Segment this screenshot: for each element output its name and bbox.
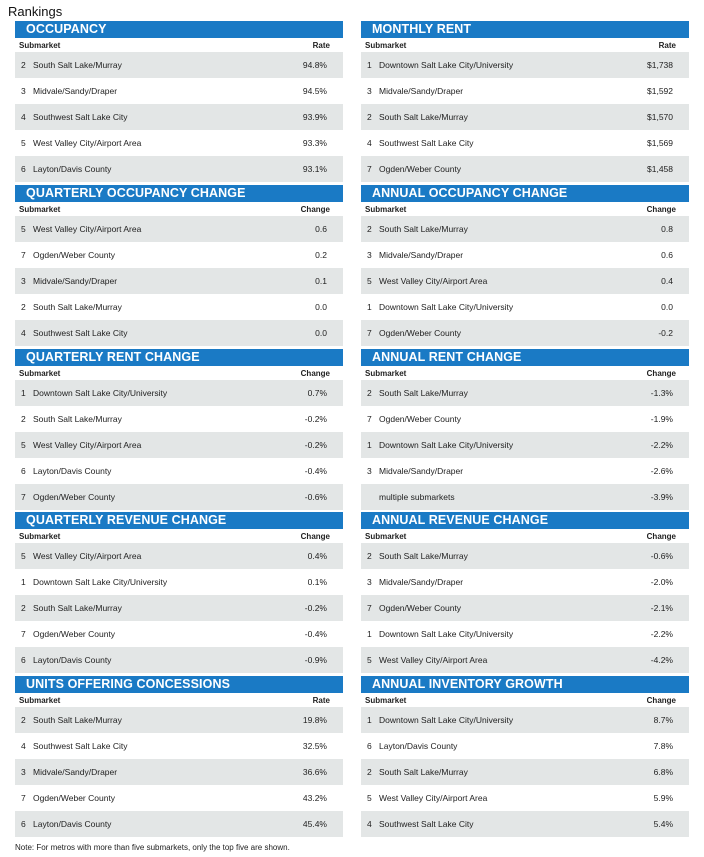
metric-value: 0.0 [315, 302, 327, 312]
rank-number: 1 [367, 302, 372, 312]
metric-value: 36.6% [302, 767, 327, 777]
table-row [361, 569, 689, 595]
panel-title: QUARTERLY OCCUPANCY CHANGE [15, 185, 343, 202]
metric-value: 6.8% [653, 767, 673, 777]
rank-number: 7 [21, 492, 26, 502]
rank-number: 1 [367, 440, 372, 450]
metric-value: -2.6% [650, 466, 673, 476]
metric-value: 32.5% [302, 741, 327, 751]
rank-number: 5 [21, 224, 26, 234]
metric-value: -0.6% [650, 551, 673, 561]
rank-number: 5 [367, 793, 372, 803]
submarket-name: West Valley City/Airport Area [33, 440, 142, 450]
rank-number: 2 [21, 302, 26, 312]
metric-value: $1,569 [647, 138, 673, 148]
table-row [361, 595, 689, 621]
column-header-row [361, 366, 689, 380]
rank-number: 3 [367, 577, 372, 587]
metric-value: -0.2% [304, 440, 327, 450]
rank-number: 4 [21, 741, 26, 751]
submarket-name: Southwest Salt Lake City [33, 328, 128, 338]
rank-number: 5 [21, 138, 26, 148]
annual-occupancy-change-panel [361, 185, 689, 346]
rank-number: 2 [367, 551, 372, 561]
metric-value: 7.8% [653, 741, 673, 751]
footnote: Note: For metros with more than five submarkets, only the top five are shown. [15, 843, 290, 852]
submarket-name: Downtown Salt Lake City/University [379, 715, 514, 725]
column-header-row [15, 38, 343, 52]
submarket-name: Layton/Davis County [33, 655, 112, 665]
page-title: Rankings [8, 4, 63, 19]
metric-value: 94.5% [302, 86, 327, 96]
rank-number: 2 [21, 60, 26, 70]
column-header-value: Change [300, 369, 330, 378]
metric-value: -0.9% [304, 655, 327, 665]
submarket-name: West Valley City/Airport Area [33, 224, 142, 234]
submarket-name: South Salt Lake/Murray [33, 302, 122, 312]
panel-title: OCCUPANCY [15, 21, 343, 38]
submarket-name: South Salt Lake/Murray [379, 112, 468, 122]
submarket-name: West Valley City/Airport Area [379, 276, 488, 286]
table-row [15, 52, 343, 78]
panel-title: MONTHLY RENT [361, 21, 689, 38]
table-row [361, 78, 689, 104]
panel-title: QUARTERLY RENT CHANGE [15, 349, 343, 366]
column-header-row [15, 529, 343, 543]
table-row [361, 268, 689, 294]
table-row [361, 543, 689, 569]
table-row [15, 484, 343, 510]
submarket-name: Southwest Salt Lake City [379, 819, 474, 829]
rank-number: 7 [367, 603, 372, 613]
column-header-row [361, 202, 689, 216]
monthly-rent-panel [361, 21, 689, 182]
rank-number: 2 [21, 414, 26, 424]
table-row [361, 484, 689, 510]
table-row [15, 707, 343, 733]
table-row [15, 595, 343, 621]
submarket-name: Ogden/Weber County [379, 164, 462, 174]
submarket-name: South Salt Lake/Murray [33, 60, 122, 70]
rank-number: 7 [367, 414, 372, 424]
annual-inventory-growth-panel [361, 676, 689, 837]
metric-value: 0.8 [661, 224, 673, 234]
submarket-name: multiple submarkets [379, 492, 455, 502]
panel-title: ANNUAL OCCUPANCY CHANGE [361, 185, 689, 202]
rank-number: 1 [367, 715, 372, 725]
table-row [15, 733, 343, 759]
column-header-value: Rate [312, 41, 330, 50]
submarket-name: South Salt Lake/Murray [379, 551, 468, 561]
table-row [361, 621, 689, 647]
units-offering-concessions-panel [15, 676, 343, 837]
column-header-value: Rate [658, 41, 676, 50]
column-header-submarket: Submarket [365, 41, 407, 50]
metric-value: 94.8% [302, 60, 327, 70]
table-row [361, 216, 689, 242]
rank-number: 3 [21, 276, 26, 286]
table-row [15, 543, 343, 569]
rank-number: 6 [367, 741, 372, 751]
submarket-name: Layton/Davis County [379, 741, 458, 751]
submarket-name: West Valley City/Airport Area [379, 793, 488, 803]
submarket-name: Ogden/Weber County [379, 328, 462, 338]
submarket-name: Ogden/Weber County [33, 250, 116, 260]
column-header-submarket: Submarket [365, 696, 407, 705]
submarket-name: Downtown Salt Lake City/University [33, 577, 168, 587]
table-row [361, 242, 689, 268]
table-row [15, 320, 343, 346]
column-header-row [15, 366, 343, 380]
metric-value: 0.6 [315, 224, 327, 234]
submarket-name: South Salt Lake/Murray [379, 388, 468, 398]
submarket-name: South Salt Lake/Murray [33, 603, 122, 613]
metric-value: 93.1% [302, 164, 327, 174]
metric-value: 0.0 [661, 302, 673, 312]
column-header-submarket: Submarket [365, 532, 407, 541]
column-header-value: Change [300, 205, 330, 214]
table-row [361, 294, 689, 320]
submarket-name: South Salt Lake/Murray [33, 715, 122, 725]
column-header-submarket: Submarket [19, 369, 61, 378]
rank-number: 3 [367, 466, 372, 476]
rank-number: 3 [367, 86, 372, 96]
table-row [15, 432, 343, 458]
metric-value: $1,570 [647, 112, 673, 122]
rank-number: 7 [21, 250, 26, 260]
rank-number: 3 [21, 767, 26, 777]
metric-value: -0.2% [304, 603, 327, 613]
submarket-name: South Salt Lake/Murray [379, 767, 468, 777]
table-row [15, 380, 343, 406]
rank-number: 7 [367, 164, 372, 174]
table-row [15, 156, 343, 182]
column-header-value: Change [646, 696, 676, 705]
rank-number: 5 [367, 276, 372, 286]
submarket-name: West Valley City/Airport Area [33, 138, 142, 148]
metric-value: 0.1% [307, 577, 327, 587]
metric-value: 0.1 [315, 276, 327, 286]
metric-value: 8.7% [653, 715, 673, 725]
rank-number: 5 [21, 551, 26, 561]
metric-value: -1.9% [650, 414, 673, 424]
rank-number: 2 [367, 224, 372, 234]
column-header-submarket: Submarket [365, 369, 407, 378]
rank-number: 7 [367, 328, 372, 338]
table-row [15, 569, 343, 595]
metric-value: 93.3% [302, 138, 327, 148]
submarket-name: Ogden/Weber County [33, 492, 116, 502]
quarterly-revenue-change-panel [15, 512, 343, 673]
submarket-name: Midvale/Sandy/Draper [379, 466, 464, 476]
column-header-value: Change [646, 532, 676, 541]
rank-number: 5 [367, 655, 372, 665]
metric-value: -1.3% [650, 388, 673, 398]
panel-title: ANNUAL INVENTORY GROWTH [361, 676, 689, 693]
submarket-name: Ogden/Weber County [33, 793, 116, 803]
metric-value: -3.9% [650, 492, 673, 502]
annual-revenue-change-panel [361, 512, 689, 673]
metric-value: $1,458 [647, 164, 673, 174]
table-row [15, 216, 343, 242]
submarket-name: South Salt Lake/Murray [379, 224, 468, 234]
table-row [15, 242, 343, 268]
submarket-name: Layton/Davis County [33, 466, 112, 476]
submarket-name: Midvale/Sandy/Draper [33, 767, 118, 777]
submarket-name: Downtown Salt Lake City/University [33, 388, 168, 398]
column-header-submarket: Submarket [19, 696, 61, 705]
table-row [361, 647, 689, 673]
table-row [15, 104, 343, 130]
rank-number: 6 [21, 164, 26, 174]
submarket-name: Southwest Salt Lake City [33, 112, 128, 122]
rank-number: 7 [21, 793, 26, 803]
table-row [361, 785, 689, 811]
rank-number: 2 [21, 603, 26, 613]
table-row [361, 320, 689, 346]
rank-number: 6 [21, 655, 26, 665]
metric-value: 93.9% [302, 112, 327, 122]
metric-value: 0.2 [315, 250, 327, 260]
panel-title: ANNUAL RENT CHANGE [361, 349, 689, 366]
table-row [361, 733, 689, 759]
column-header-row [15, 693, 343, 707]
table-row [361, 156, 689, 182]
table-row [15, 811, 343, 837]
column-header-row [361, 693, 689, 707]
table-row [361, 130, 689, 156]
table-row [361, 811, 689, 837]
metric-value: 5.9% [653, 793, 673, 803]
table-row [15, 406, 343, 432]
table-row [361, 52, 689, 78]
metric-value: 0.4 [661, 276, 673, 286]
submarket-name: Midvale/Sandy/Draper [379, 250, 464, 260]
submarket-name: Layton/Davis County [33, 819, 112, 829]
occupancy-panel [15, 21, 343, 182]
submarket-name: Downtown Salt Lake City/University [379, 629, 514, 639]
column-header-submarket: Submarket [19, 41, 61, 50]
column-header-value: Change [300, 532, 330, 541]
rank-number: 1 [367, 60, 372, 70]
submarket-name: Layton/Davis County [33, 164, 112, 174]
rank-number: 2 [367, 767, 372, 777]
rank-number: 6 [21, 466, 26, 476]
rank-number: 4 [367, 819, 372, 829]
rank-number: 1 [21, 388, 26, 398]
metric-value: 0.7% [307, 388, 327, 398]
table-row [15, 785, 343, 811]
metric-value: 45.4% [302, 819, 327, 829]
rank-number: 2 [367, 112, 372, 122]
rank-number: 2 [367, 388, 372, 398]
metric-value: -0.4% [304, 466, 327, 476]
rank-number: 1 [367, 629, 372, 639]
table-row [361, 759, 689, 785]
column-header-row [361, 529, 689, 543]
table-row [361, 406, 689, 432]
submarket-name: Midvale/Sandy/Draper [379, 86, 464, 96]
column-header-submarket: Submarket [19, 205, 61, 214]
panel-title: QUARTERLY REVENUE CHANGE [15, 512, 343, 529]
column-header-row [361, 38, 689, 52]
rank-number: 2 [21, 715, 26, 725]
column-header-value: Change [646, 205, 676, 214]
annual-rent-change-panel [361, 349, 689, 510]
submarket-name: West Valley City/Airport Area [379, 655, 488, 665]
metric-value: 0.6 [661, 250, 673, 260]
submarket-name: Midvale/Sandy/Draper [33, 276, 118, 286]
metric-value: $1,592 [647, 86, 673, 96]
rank-number: 4 [21, 328, 26, 338]
submarket-name: Ogden/Weber County [379, 414, 462, 424]
panel-title: ANNUAL REVENUE CHANGE [361, 512, 689, 529]
table-row [361, 432, 689, 458]
metric-value: -4.2% [650, 655, 673, 665]
table-row [361, 380, 689, 406]
table-row [15, 78, 343, 104]
metric-value: 19.8% [302, 715, 327, 725]
column-header-value: Rate [312, 696, 330, 705]
table-row [15, 268, 343, 294]
submarket-name: West Valley City/Airport Area [33, 551, 142, 561]
metric-value: -2.1% [650, 603, 673, 613]
table-row [15, 130, 343, 156]
rank-number: 6 [21, 819, 26, 829]
metric-value: -0.2% [304, 414, 327, 424]
table-row [15, 458, 343, 484]
quarterly-rent-change-panel [15, 349, 343, 510]
rank-number: 4 [21, 112, 26, 122]
panel-title: UNITS OFFERING CONCESSIONS [15, 676, 343, 693]
metric-value: 0.0 [315, 328, 327, 338]
rank-number: 7 [21, 629, 26, 639]
table-row [361, 104, 689, 130]
metric-value: -2.2% [650, 440, 673, 450]
table-row [15, 621, 343, 647]
table-row [15, 294, 343, 320]
submarket-name: Midvale/Sandy/Draper [33, 86, 118, 96]
submarket-name: Southwest Salt Lake City [33, 741, 128, 751]
metric-value: -2.0% [650, 577, 673, 587]
submarket-name: Downtown Salt Lake City/University [379, 60, 514, 70]
rank-number: 5 [21, 440, 26, 450]
submarket-name: Downtown Salt Lake City/University [379, 302, 514, 312]
rank-number: 1 [21, 577, 26, 587]
table-row [15, 759, 343, 785]
column-header-submarket: Submarket [365, 205, 407, 214]
column-header-submarket: Submarket [19, 532, 61, 541]
metric-value: 0.4% [307, 551, 327, 561]
metric-value: -0.6% [304, 492, 327, 502]
column-header-value: Change [646, 369, 676, 378]
metric-value: 5.4% [653, 819, 673, 829]
quarterly-occupancy-change-panel [15, 185, 343, 346]
table-row [15, 647, 343, 673]
table-row [361, 458, 689, 484]
table-row [361, 707, 689, 733]
metric-value: 43.2% [302, 793, 327, 803]
metric-value: -2.2% [650, 629, 673, 639]
submarket-name: Downtown Salt Lake City/University [379, 440, 514, 450]
submarket-name: Southwest Salt Lake City [379, 138, 474, 148]
rank-number: 3 [21, 86, 26, 96]
metric-value: $1,738 [647, 60, 673, 70]
submarket-name: Ogden/Weber County [33, 629, 116, 639]
column-header-row [15, 202, 343, 216]
rank-number: 3 [367, 250, 372, 260]
metric-value: -0.2 [658, 328, 673, 338]
submarket-name: Ogden/Weber County [379, 603, 462, 613]
rank-number: 4 [367, 138, 372, 148]
submarket-name: Midvale/Sandy/Draper [379, 577, 464, 587]
metric-value: -0.4% [304, 629, 327, 639]
submarket-name: South Salt Lake/Murray [33, 414, 122, 424]
